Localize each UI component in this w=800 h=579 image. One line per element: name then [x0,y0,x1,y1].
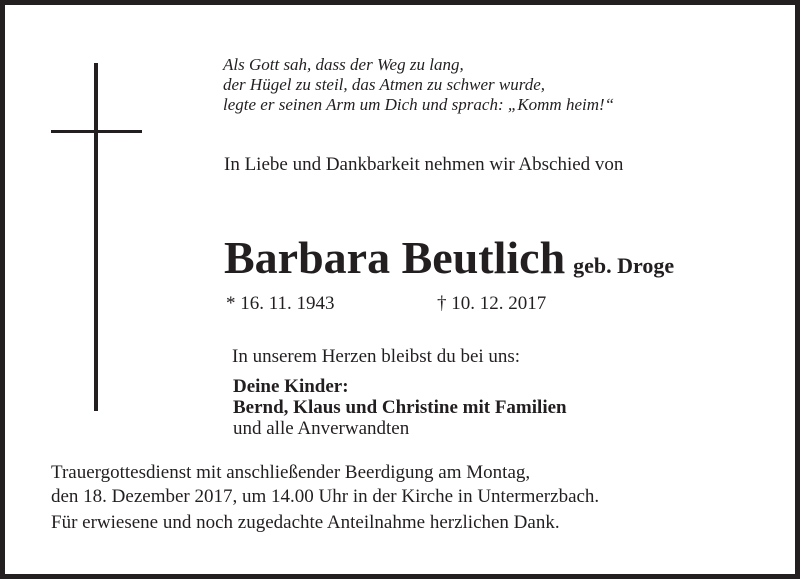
verse-line-2: der Hügel zu steil, das Atmen zu schwer wurde, [223,75,546,94]
memorial-verse [223,55,614,115]
verse-line-1: Als Gott sah, dass der Weg zu lang, [223,55,464,74]
death-date: † 10. 12. 2017 [437,293,547,314]
service-line-2: den 18. Dezember 2017, um 14.00 Uhr in der Kirche in Untermerzbach. [51,486,600,507]
birth-date: * 16. 11. 1943 [226,293,335,314]
mourners-heading: Deine Kinder: [233,376,349,397]
mourners-relatives: und alle Anverwandten [233,418,410,439]
cross-vertical-bar [94,63,98,411]
heart-line: In unserem Herzen bleibst du bei uns: [232,346,521,367]
deceased-name: Barbara Beutlich [224,232,566,283]
thanks-line: Für erwiesene und noch zugedachte Anteilnahme herzlichen Dank. [51,512,560,533]
mourners-children: Bernd, Klaus und Christine mit Familien [233,397,567,418]
deceased-name-block [224,231,674,293]
service-line-1: Trauergottesdienst mit anschließender Beerdigung am Montag, [51,462,531,483]
verse-line-3: legte er seinen Arm um Dich und sprach: „Komm heim!“ [223,95,615,114]
intro-text: In Liebe und Dankbarkeit nehmen wir Abschied von [224,154,624,175]
funeral-service-info [51,461,599,509]
cross-horizontal-bar [51,130,142,133]
mourners-block [233,376,567,439]
birth-name: geb. Droge [573,253,675,278]
